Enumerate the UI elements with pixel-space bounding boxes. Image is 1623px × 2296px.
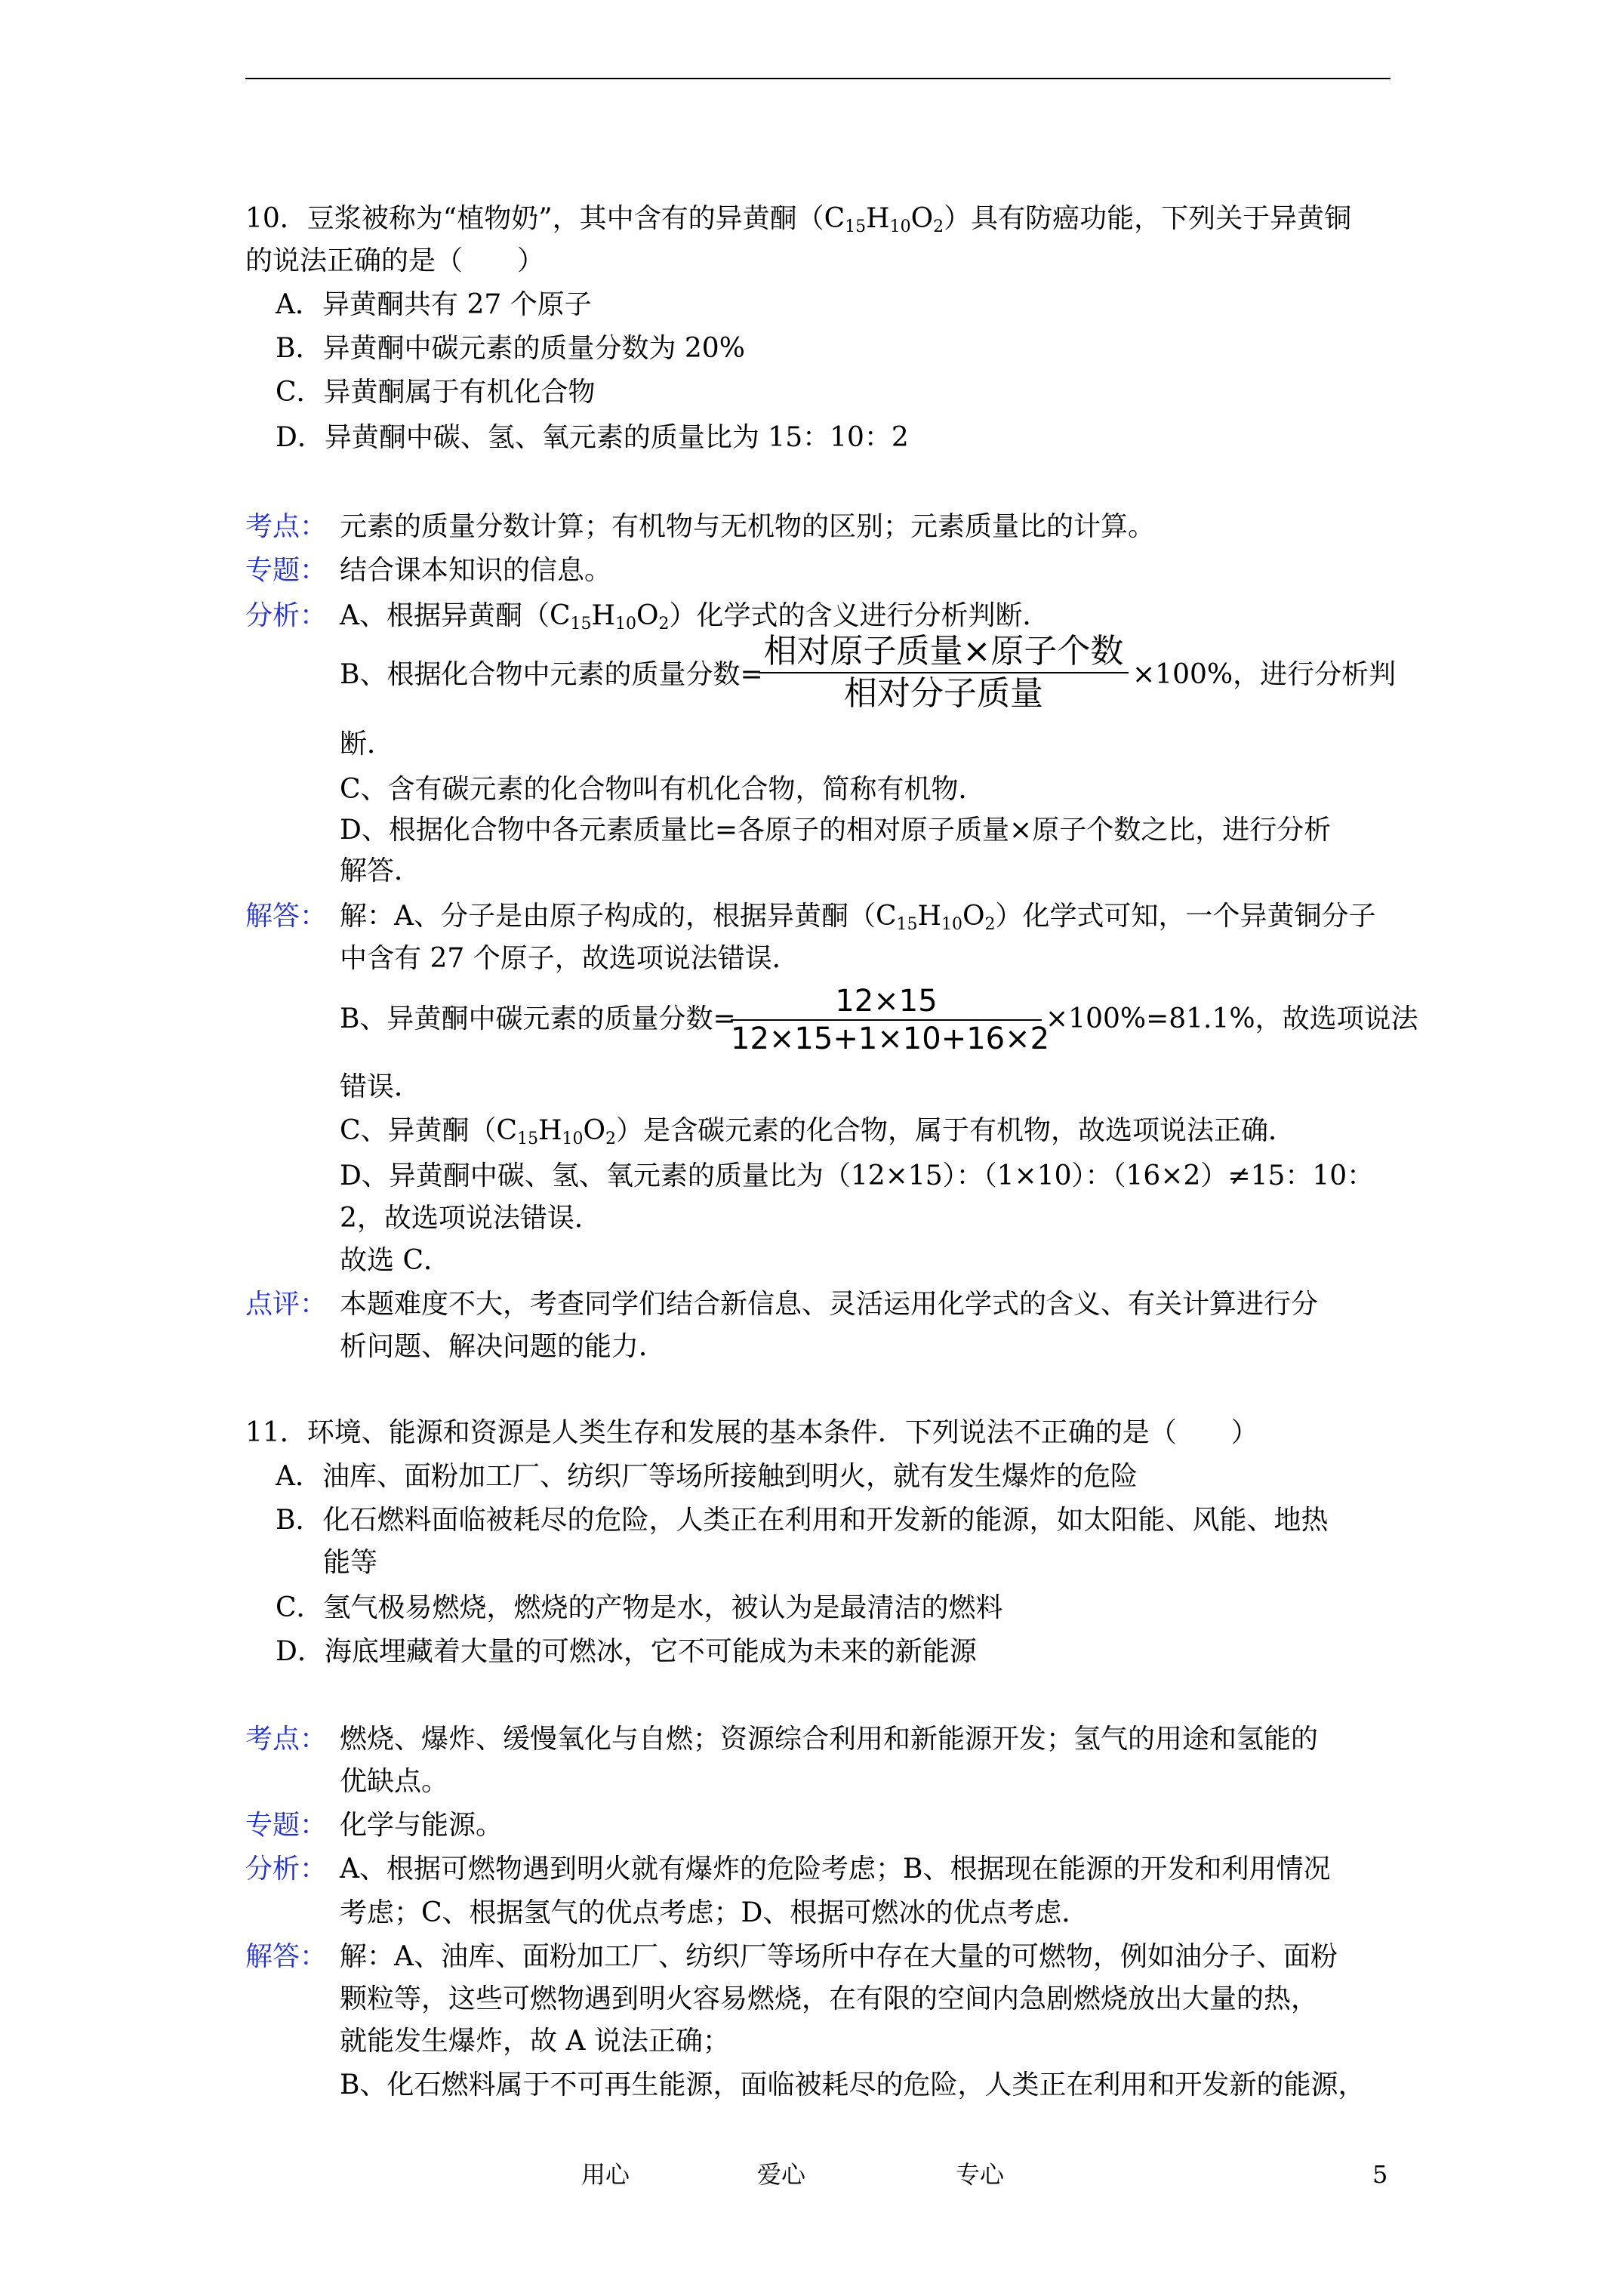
page-number: 5: [1372, 2160, 1388, 2189]
header-rule: [245, 78, 1390, 79]
q11-option-b-line1: B．化石燃料面临被耗尽的危险，人类正在利用和开发新的能源，如太阳能、风能、地热: [276, 1505, 1329, 1536]
q11-fenxi-label: 分析：: [245, 1854, 328, 1885]
footer-word-zhuanxin: 专心: [956, 2160, 1005, 2189]
q11-option-d: D．海底埋藏着大量的可燃冰，它不可能成为未来的新能源: [276, 1636, 977, 1667]
q10-jieda-b-fraction: [731, 983, 1050, 1057]
q10-stem-line1: 10．豆浆被称为“植物奶”，其中含有的异黄酮$(C_{15}H_{10}O_2)$具有防癌功能，下列关于异黄铜: [245, 203, 1352, 236]
q11-option-c: C．氢气极易燃烧，燃烧的产物是水，被认为是最清洁的燃料: [276, 1592, 1003, 1623]
q11-jieda-line1: 解：A、油库、面粉加工厂、纺织厂等场所中存在大量的可燃物，例如油分子、面粉: [340, 1941, 1338, 1972]
q10-zhuanti-label: 专题：: [245, 555, 328, 586]
q11-option-b-line2: 能等: [323, 1547, 378, 1578]
q10-dianping-label: 点评：: [245, 1289, 328, 1320]
q10-zhuanti-text: 结合课本知识的信息。: [340, 555, 612, 586]
q10-option-d: D．异黄酮中碳、氢、氧元素的质量比为 15：10：2: [276, 422, 909, 453]
q11-fenxi-line1: A、根据可燃物遇到明火就有爆炸的危险考虑；B、根据现在能源的开发和利用情况: [340, 1854, 1331, 1885]
q11-jieda-line3: 就能发生爆炸，故 A 说法正确；: [340, 2026, 730, 2057]
q10-jieda-label: 解答：: [245, 901, 328, 932]
q10-jieda-b-post: ×100%=81.1%，故选项说法: [1046, 1003, 1418, 1034]
q11-stem: 11．环境、能源和资源是人类生存和发展的基本条件．下列说法不正确的是（ ）: [245, 1417, 1258, 1448]
q10-jieda-b-cont: 错误．: [340, 1071, 422, 1102]
q11-kaodian-line2: 优缺点。: [340, 1766, 449, 1797]
q10-kaodian-label: 考点：: [245, 511, 328, 542]
q10-jieda-end: 故选 C．: [340, 1245, 451, 1276]
q10-jieda-c: C、异黄酮$(C_{15}H_{10}O_2)$是含碳元素的化合物，属于有机物，故选项说法正确．: [340, 1115, 1296, 1148]
q10-stem-line2: 的说法正确的是（ ）: [245, 245, 545, 276]
footer-word-yongxin: 用心: [581, 2160, 630, 2189]
fraction-numerator: 12×15: [835, 984, 938, 1019]
footer-word-aixin: 爱心: [757, 2160, 806, 2189]
q10-dianping-line2: 析问题、解决问题的能力．: [340, 1331, 667, 1362]
q10-fenxi-c: C、含有碳元素的化合物叫有机化合物，简称有机物．: [340, 774, 986, 805]
q11-fenxi-line2: 考虑；C、根据氢气的优点考虑；D、根据可燃冰的优点考虑．: [340, 1897, 1089, 1928]
q10-jieda-a-line1: 解：A、分子是由原子构成的，根据异黄酮$(C_{15}H_{10}O_2)$化学式可知，一个异黄铜分子: [340, 901, 1376, 934]
fraction-numerator: 相对原子质量×原子个数: [763, 632, 1124, 670]
q10-fenxi-b-fraction: [759, 631, 1129, 714]
q10-fenxi-d-line2: 解答．: [340, 855, 422, 886]
q11-kaodian-label: 考点：: [245, 1724, 328, 1755]
fraction-denominator: 相对分子质量: [844, 674, 1043, 713]
q10-jieda-d-line2: 2，故选项说法错误．: [340, 1203, 602, 1234]
q10-option-a: A．异黄酮共有 27 个原子: [276, 289, 592, 320]
q10-fenxi-label: 分析：: [245, 600, 328, 631]
q10-fenxi-b-cont: 断．: [340, 729, 395, 760]
q10-option-c: C．异黄酮属于有机化合物: [276, 377, 596, 408]
q11-kaodian-line1: 燃烧、爆炸、缓慢氧化与自燃；资源综合利用和新能源开发；氢气的用途和氢能的: [340, 1724, 1319, 1755]
q10-dianping-line1: 本题难度不大，考查同学们结合新信息、灵活运用化学式的含义、有关计算进行分: [340, 1289, 1319, 1320]
q10-fenxi-b-post: ×100%，进行分析判: [1132, 659, 1397, 690]
q10-jieda-a-line2: 中含有 27 个原子，故选项说法错误．: [340, 943, 799, 974]
q10-fenxi-a: A、根据异黄酮$(C_{15}H_{10}O_2)$化学式的含义进行分析判断．: [340, 600, 1050, 633]
q10-kaodian-text: 元素的质量分数计算；有机物与无机物的区别；元素质量比的计算。: [340, 511, 1156, 542]
q11-jieda-line4: B、化石燃料属于不可再生能源，面临被耗尽的危险，人类正在利用和开发新的能源，: [340, 2069, 1366, 2100]
q10-jieda-b-pre: B、异黄酮中碳元素的质量分数=: [340, 1003, 736, 1034]
q11-jieda-label: 解答：: [245, 1941, 328, 1972]
fraction-denominator: 12×15+1×10+16×2: [731, 1022, 1050, 1056]
q11-zhuanti-text: 化学与能源。: [340, 1810, 504, 1841]
q11-jieda-line2: 颗粒等，这些可燃物遇到明火容易燃烧，在有限的空间内急剧燃烧放出大量的热，: [340, 1983, 1319, 2014]
q11-option-a: A．油库、面粉加工厂、纺织厂等场所接触到明火，就有发生爆炸的危险: [276, 1461, 1138, 1492]
q11-zhuanti-label: 专题：: [245, 1810, 328, 1841]
q10-option-b: B．异黄酮中碳元素的质量分数为 20%: [276, 333, 745, 364]
q10-jieda-d-line1: D、异黄酮中碳、氢、氧元素的质量比为（12×15）：（1×10）：（16×2）≠15：10：: [340, 1160, 1375, 1191]
q10-fenxi-b-pre: B、根据化合物中元素的质量分数=: [340, 659, 763, 690]
q10-fenxi-d-line1: D、根据化合物中各元素质量比=各原子的相对原子质量×原子个数之比，进行分析: [340, 815, 1332, 846]
